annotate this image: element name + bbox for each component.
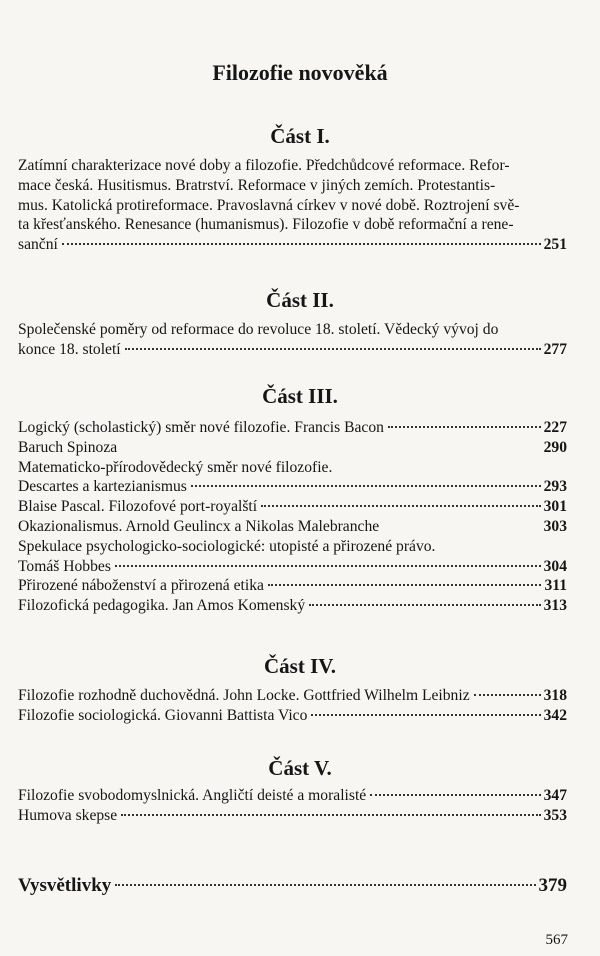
toc-entry-page: 342 [543,706,567,724]
dot-leader [115,884,535,886]
toc-entry-text: Přirozené náboženství a přirozená etika [18,577,264,595]
dot-leader [311,714,540,716]
toc-entry-page: 379 [538,875,567,896]
toc-entry[interactable] [18,235,567,255]
toc-entry[interactable] [18,557,567,577]
dot-leader [370,794,540,796]
dot-leader [62,243,541,245]
toc-entry[interactable] [18,438,567,458]
toc-entry[interactable] [18,596,567,616]
toc-entry-text: Filozofická pedagogika. Jan Amos Komenský [18,597,306,615]
dot-leader [383,525,540,527]
toc-entry-text: Humova skepse [18,806,118,824]
toc-entry-text: Blaise Pascal. Filozofové port-royalští [18,498,258,516]
intro-line: mace česká. Husitismus. Bratrství. Reformace v jiných zemích. Protestantis- [18,176,496,194]
intro-line: mus. Katolická protireformace. Pravoslavná církev v nové době. Roztrojení svě- [18,196,520,214]
page-number: 567 [545,932,568,948]
intro-line: Společenské poměry od reformace do revoluce 18. století. Vědecký vývoj do [18,321,499,338]
toc-entry-page: 304 [543,557,567,575]
toc-entry-text: Filozofie sociologická. Giovanni Battista Vico [18,706,308,724]
toc-entry-heading: Matematicko-přírodovědecký směr nové filozofie. [18,458,333,476]
dot-leader [125,348,541,350]
toc-entry-text: Vysvětlivky [18,875,112,896]
toc-entry-heading: Spekulace psychologicko-sociologické: utopisté a přirozené právo. [18,537,436,555]
toc-entry[interactable] [18,517,567,537]
toc-entry-page: 293 [543,478,567,496]
glossary-entry[interactable] [18,874,567,898]
dot-leader [121,446,540,448]
dot-leader [121,814,540,816]
toc-entry-page: 227 [543,419,567,436]
dot-leader [268,584,542,586]
dot-leader [474,694,541,696]
intro-line: ta křesťanského. Renesance (humanismus). Filozofie v době reformační a rene- [18,216,514,234]
toc-entry-page: 290 [543,438,567,456]
part-heading-3: Část III. [262,384,338,408]
toc-entry-text: Okazionalismus. Arnold Geulincx a Nikolas Malebranche [18,517,380,535]
toc-entry-page: 347 [543,787,567,804]
dot-leader [191,485,541,487]
toc-entry-page: 311 [544,577,567,595]
toc-entry-text: Descartes a kartezianismus [18,478,187,496]
toc-entry-text: Baruch Spinoza [18,438,118,456]
toc-entry-text: konce 18. století [18,340,121,358]
toc-entry-page: 277 [543,340,567,358]
toc-entry[interactable] [18,418,567,438]
toc-entry-text: Filozofie rozhodně duchovědná. John Locke. Gottfried Wilhelm Leibniz [18,687,470,704]
part-heading-1: Část I. [270,124,330,148]
toc-entry[interactable] [18,706,567,726]
toc-entry[interactable] [18,786,567,806]
toc-entry[interactable] [18,806,567,826]
dot-leader [388,426,541,428]
toc-entry[interactable] [18,477,567,497]
toc-entry-page: 318 [543,687,567,704]
toc-entry[interactable] [18,340,567,360]
part-heading-5: Část V. [268,756,332,780]
toc-entry-page: 303 [543,517,567,535]
toc-entry[interactable] [18,497,567,517]
toc-entry-page: 353 [543,806,567,824]
intro-line: Zatímní charakterizace nové doby a filozofie. Předchůdcové reformace. Refor- [18,157,510,174]
part-2-entry [18,320,567,360]
toc-entry[interactable] [18,686,567,706]
part-heading-4: Část IV. [264,654,336,678]
toc-entry-text: Tomáš Hobbes [18,557,111,575]
part-1-entry [18,156,567,255]
toc-entry[interactable] [18,576,567,596]
dot-leader [115,565,541,567]
toc-entry-page: 313 [543,597,567,615]
toc-entry-page: 251 [543,236,567,254]
part-5-entries [18,786,567,826]
part-1-intro [18,156,567,235]
part-4-entries [18,686,567,726]
part-heading-2: Část II. [266,288,334,312]
dot-leader [309,604,540,606]
toc-entry-text: Filozofie svobodomyslnická. Angličtí deisté a moralisté [18,787,367,804]
page-title: Filozofie novověká [212,60,388,85]
toc-entry-page: 301 [543,498,567,516]
toc-entry-text: Logický (scholastický) směr nové filozofie. Francis Bacon [18,419,384,436]
dot-leader [261,505,541,507]
part-3-entries [18,418,567,616]
toc-entry-text: sanční [18,236,58,254]
